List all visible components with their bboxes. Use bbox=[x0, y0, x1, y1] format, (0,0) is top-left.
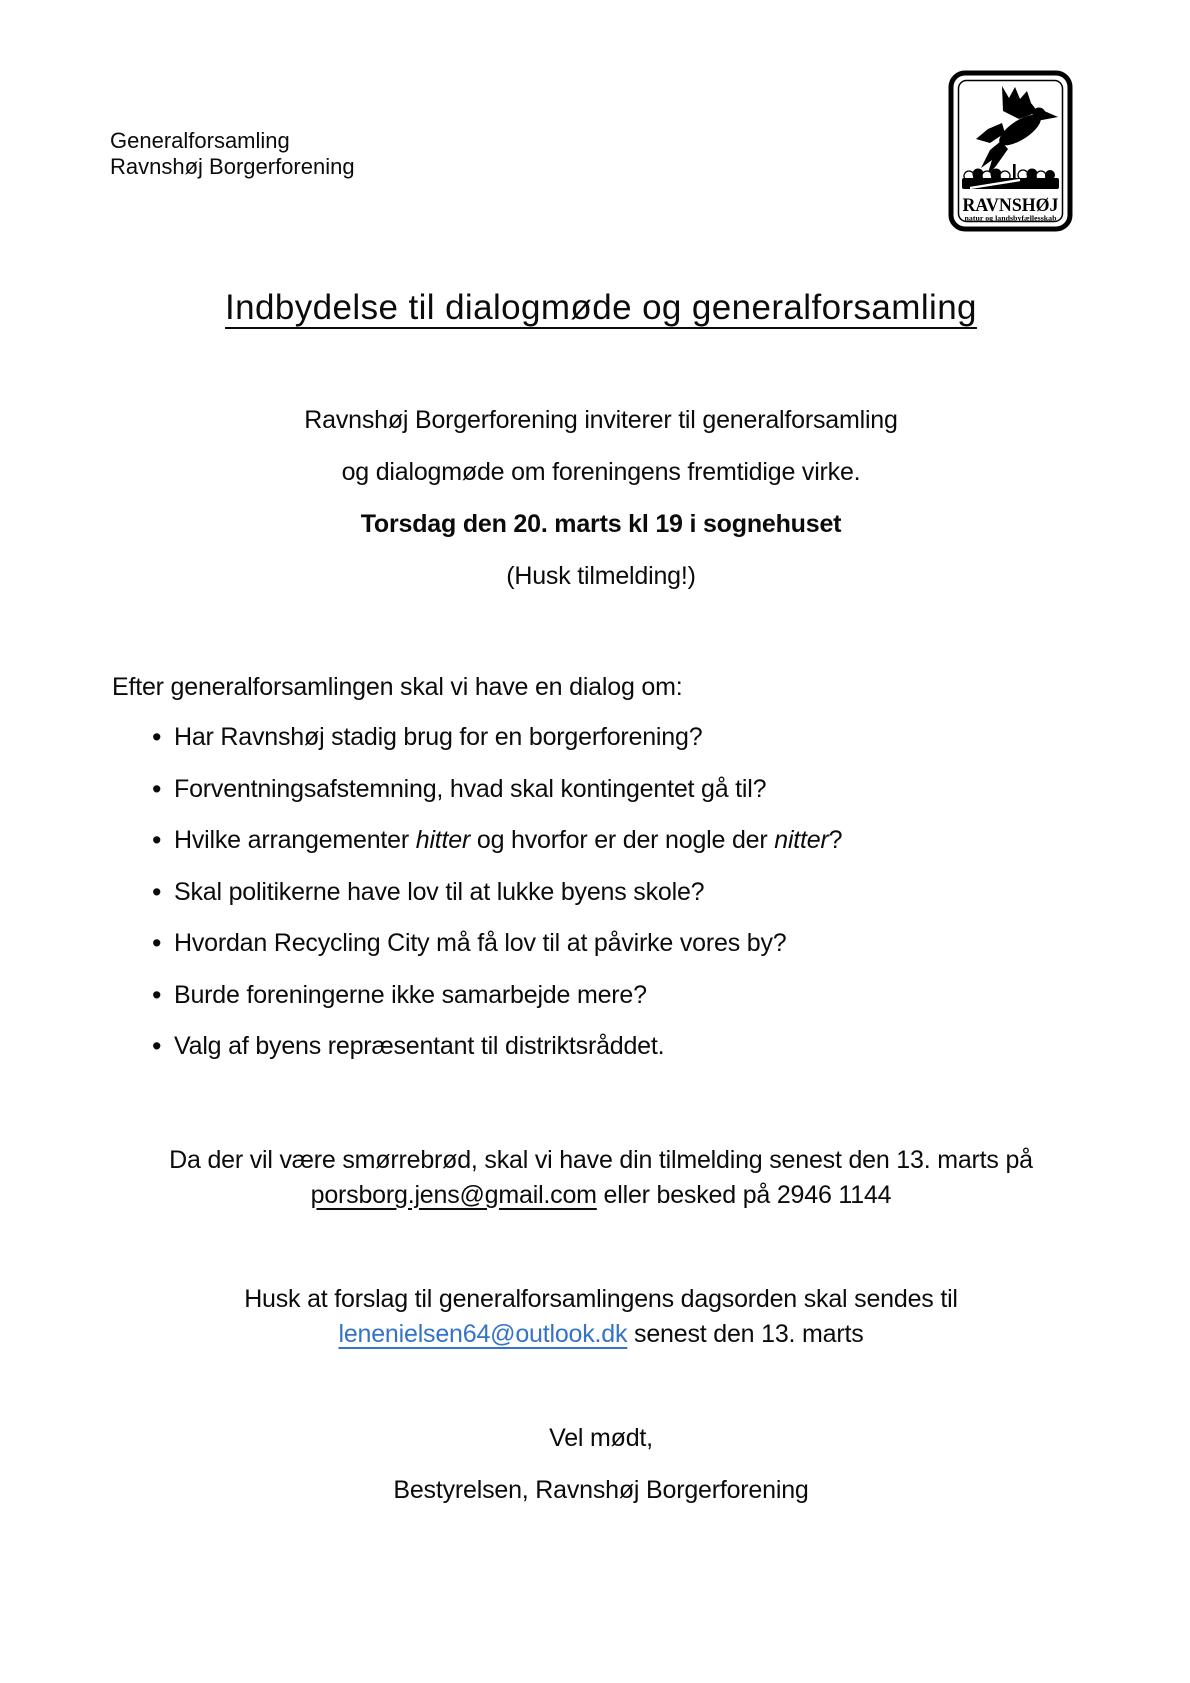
list-item bbox=[112, 970, 1130, 1022]
bullet-text: Har Ravnshøj stadig brug for en borgerforening? bbox=[174, 723, 703, 751]
bullet-text: Valg af byens repræsentant til distriktsråddet. bbox=[174, 1032, 665, 1060]
intro-block bbox=[0, 394, 1190, 602]
logo-tagline: natur og landsbyfællesskab bbox=[964, 213, 1057, 223]
closing-line-2: Bestyrelsen, Ravnshøj Borgerforening bbox=[393, 1476, 809, 1504]
header-line-2: Ravnshøj Borgerforening bbox=[110, 154, 355, 179]
header-line-1: Generalforsamling bbox=[110, 128, 290, 153]
bullet-text: Hvordan Recycling City må få lov til at påvirke vores by? bbox=[174, 929, 787, 957]
bullet-text: Burde foreningerne ikke samarbejde mere? bbox=[174, 980, 647, 1009]
reminder-line: (Husk tilmelding!) bbox=[506, 562, 696, 590]
signup-line-1: Da der vil være smørrebrød, skal vi have din tilmelding senest den 13. marts på bbox=[169, 1146, 1033, 1174]
intro-line-1: Ravnshøj Borgerforening inviterer til generalforsamling bbox=[304, 406, 898, 434]
page-title bbox=[0, 283, 1190, 333]
bullet-text: Forventningsafstemning, hvad skal kontingentet gå til? bbox=[174, 774, 767, 803]
bullet-text: Skal politikerne have lov til at lukke byens skole? bbox=[174, 877, 705, 906]
signup-paragraph bbox=[0, 1143, 1190, 1212]
event-date-line: Torsdag den 20. marts kl 19 i sognehuset bbox=[360, 510, 842, 538]
logo-graphic bbox=[948, 70, 1073, 232]
list-item bbox=[112, 918, 1130, 970]
bullet-icon: • bbox=[152, 1031, 162, 1061]
proposals-email-link[interactable]: lenenielsen64@outlook.dk bbox=[338, 1319, 628, 1348]
list-item bbox=[112, 815, 1130, 867]
logo-wordmark: RAVNSHØJ bbox=[962, 195, 1059, 216]
bullet-text-mid: og hvorfor er der nogle der bbox=[470, 826, 775, 854]
signup-email-link[interactable]: porsborg.jens@gmail.com bbox=[310, 1180, 597, 1209]
bullet-icon: • bbox=[152, 825, 162, 855]
bullet-text-italic: nitter bbox=[774, 826, 829, 854]
closing-line-1: Vel mødt, bbox=[549, 1424, 653, 1452]
bullet-icon: • bbox=[152, 979, 162, 1010]
list-item bbox=[112, 867, 1130, 919]
bullet-text-pre: Hvilke arrangementer bbox=[174, 826, 416, 854]
signup-line-2 bbox=[12, 1178, 1190, 1213]
page-title-text: Indbydelse til dialogmøde og generalforsamling bbox=[225, 288, 977, 327]
intro-line-2: og dialogmøde om foreningens fremtidige virke. bbox=[341, 458, 861, 486]
proposals-line-1: Husk at forslag til generalforsamlingens dagsorden skal sendes til bbox=[244, 1285, 958, 1313]
ravnshoj-logo bbox=[948, 70, 1073, 232]
sender-header bbox=[110, 128, 355, 180]
bullet-text-italic: hitter bbox=[415, 826, 471, 854]
dialog-topics-list bbox=[112, 712, 1130, 1073]
proposals-after-email: senest den 13. marts bbox=[627, 1319, 864, 1348]
list-item bbox=[112, 764, 1130, 816]
list-item bbox=[112, 1021, 1130, 1073]
bullet-icon: • bbox=[152, 876, 162, 907]
list-item bbox=[112, 712, 1130, 764]
proposals-line-2 bbox=[12, 1317, 1190, 1352]
dialog-lead: Efter generalforsamlingen skal vi have en dialog om: bbox=[112, 673, 683, 701]
signup-after-email: eller besked på 2946 1144 bbox=[596, 1180, 892, 1209]
proposals-paragraph bbox=[0, 1282, 1190, 1351]
closing-block bbox=[0, 1412, 1190, 1516]
bullet-icon: • bbox=[152, 722, 162, 752]
bullet-icon: • bbox=[152, 928, 162, 958]
bullet-text-post: ? bbox=[828, 826, 843, 854]
bullet-icon: • bbox=[152, 773, 162, 804]
